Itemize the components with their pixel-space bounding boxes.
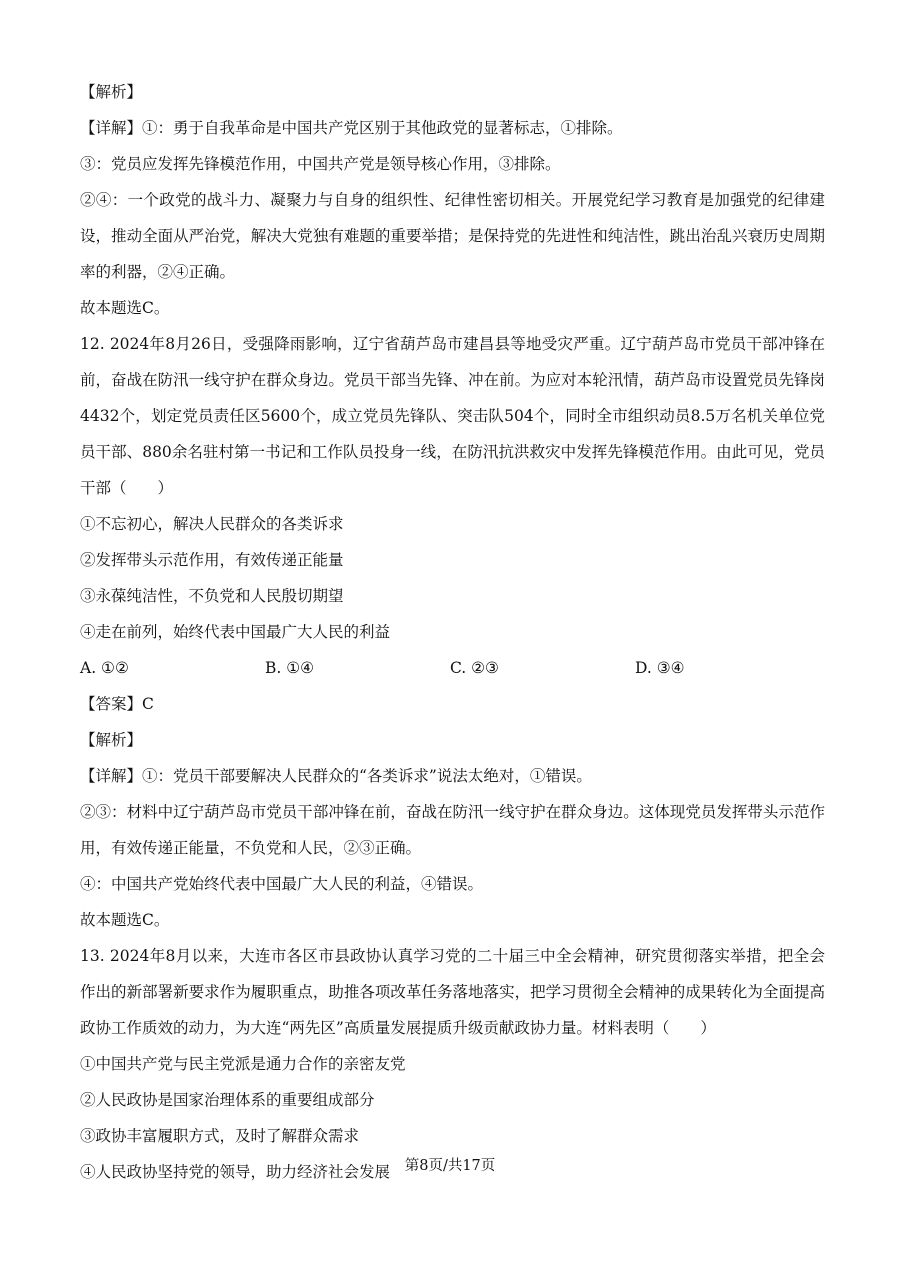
- question-13-stem: 13. 2024年8月以来，大连市各区市县政协认真学习党的二十届三中全会精神，研究贯彻落实举措，把全会作出的新部署新要求作为履职重点，助推各项改革任务落地落实，把学习贯彻全会精神的成果转化为全面提高政协工作质效的动力，为大连“两先区”高质量发展提质升级贡献政协力量。材料表明（ ）: [80, 947, 825, 1037]
- statement-item: ①不忘初心，解决人民群众的各类诉求: [80, 515, 344, 533]
- answer-options: [80, 650, 825, 686]
- detail-line: ④：中国共产党始终代表中国最广大人民的利益，④错误。: [80, 875, 484, 893]
- statement-item: ③永葆纯洁性，不负党和人民殷切期望: [80, 587, 344, 605]
- option-d: D. ③④: [635, 659, 685, 677]
- detail-paragraph: ②④：一个政党的战斗力、凝聚力与自身的组织性、纪律性密切相关。开展党纪学习教育是加强党的纪律建设，推动全面从严治党，解决大党独有难题的重要举措；是保持党的先进性和纯洁性，跳出治乱兴衰历史周期率的利器，②④正确。: [80, 191, 825, 281]
- statement-item: ②人民政协是国家治理体系的重要组成部分: [80, 1091, 375, 1109]
- analysis-label: 【解析】: [80, 83, 143, 101]
- answer-line: 【答案】C: [80, 695, 154, 713]
- detail-line: 【详解】①：党员干部要解决人民群众的“各类诉求”说法太绝对，①错误。: [80, 767, 592, 785]
- statement-item: ④走在前列，始终代表中国最广大人民的利益: [80, 623, 391, 641]
- page-number-footer: 第8页/共17页: [404, 1158, 496, 1174]
- detail-paragraph: ②③：材料中辽宁葫芦岛市党员干部冲锋在前，奋战在防汛一线守护在群众身边。这体现党员发挥带头示范作用，有效传递正能量，不负党和人民，②③正确。: [80, 803, 825, 857]
- statement-item: ③政协丰富履职方式，及时了解群众需求: [80, 1127, 360, 1145]
- page-content: [80, 74, 825, 1190]
- detail-line: ③：党员应发挥先锋模范作用，中国共产党是领导核心作用，③排除。: [80, 155, 561, 173]
- conclusion-line: 故本题选C。: [80, 299, 170, 317]
- analysis-label: 【解析】: [80, 731, 143, 749]
- option-b: B. ①④: [265, 659, 315, 677]
- detail-line: 【详解】①：勇于自我革命是中国共产党区别于其他政党的显著标志，①排除。: [80, 119, 623, 137]
- statement-item: ①中国共产党与民主党派是通力合作的亲密友党: [80, 1055, 406, 1073]
- statement-item: ②发挥带头示范作用，有效传递正能量: [80, 551, 344, 569]
- statement-item: ④人民政协坚持党的领导，助力经济社会发展: [80, 1163, 391, 1181]
- option-a: A. ①②: [80, 659, 129, 677]
- option-c: C. ②③: [450, 659, 499, 677]
- conclusion-line: 故本题选C。: [80, 911, 170, 929]
- question-12-stem: 12. 2024年8月26日，受强降雨影响，辽宁省葫芦岛市建昌县等地受灾严重。辽宁葫芦岛市党员干部冲锋在前，奋战在防汛一线守护在群众身边。党员干部当先锋、冲在前。为应对本轮汛情，葫芦岛市设置党员先锋岗4432个，划定党员责任区5600个，成立党员先锋队、突击队504个，同时全市组织动员8.5万名机关单位党员干部、880余名驻村第一书记和工作队员投身一线，在防汛抗洪救灾中发挥先锋模范作用。由此可见，党员干部（ ）: [80, 335, 825, 497]
